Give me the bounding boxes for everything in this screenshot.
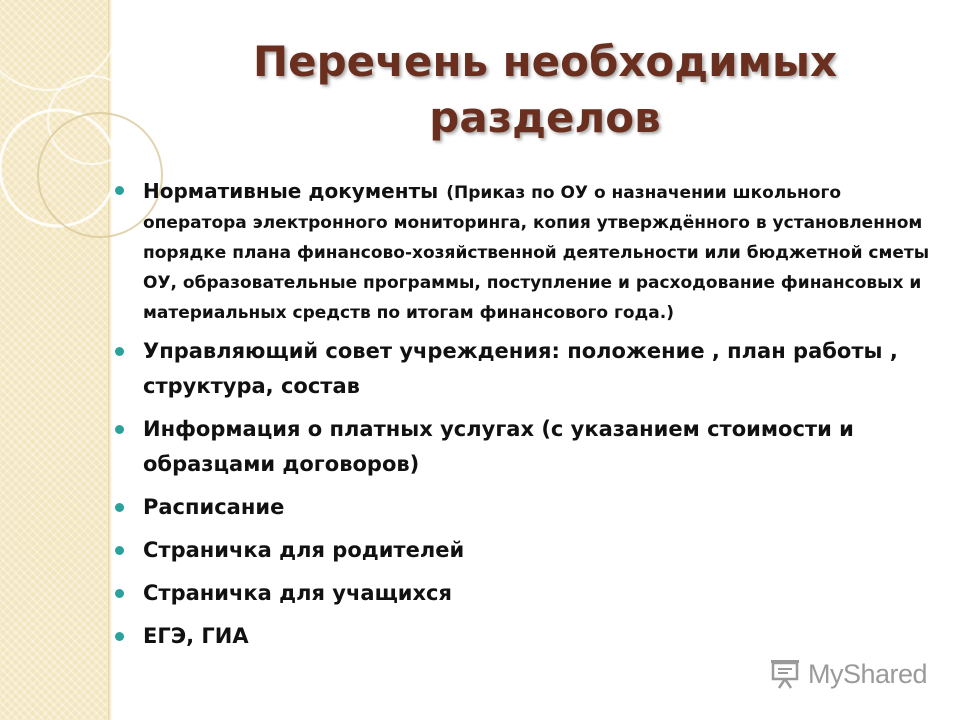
bullet-icon bbox=[115, 546, 124, 555]
bullet-icon bbox=[115, 503, 124, 512]
bullet-icon bbox=[115, 347, 124, 356]
title-line-1: Перечень необходимых bbox=[252, 37, 838, 86]
item-text: Страничка для учащихся bbox=[143, 581, 452, 605]
list-item-exams bbox=[115, 619, 930, 654]
bullet-icon bbox=[115, 186, 124, 195]
title-line-2: разделов bbox=[429, 93, 661, 142]
item-text: Управляющий совет учреждения: положение , план работы , структура, состав bbox=[143, 339, 898, 398]
list-item-students-page bbox=[115, 576, 930, 611]
bullet-icon bbox=[115, 425, 124, 434]
item-lead: Нормативные документы bbox=[143, 179, 439, 203]
item-detail: (Приказ по ОУ о назначении школьного оператора электронного мониторинга, копия утверждённого в установленном порядке плана финансово-хозяйственной деятельности или бюджетной сметы ОУ, образовательные программы, поступление и расходование финансовых и материальных средств по итогам финансового года.) bbox=[143, 183, 930, 323]
list-item-governing-council bbox=[115, 334, 930, 404]
section-list bbox=[115, 176, 930, 662]
bullet-icon bbox=[115, 632, 124, 641]
bullet-icon bbox=[115, 589, 124, 598]
item-text: ЕГЭ, ГИА bbox=[143, 624, 249, 648]
item-text: Страничка для родителей bbox=[143, 538, 465, 562]
item-text: Информация о платных услугах (с указанием стоимости и образцами договоров) bbox=[143, 417, 854, 476]
watermark-text: MyShared bbox=[808, 658, 928, 689]
list-item-schedule bbox=[115, 490, 930, 525]
list-item-normative-documents bbox=[115, 176, 930, 328]
slide-title bbox=[150, 34, 940, 146]
projector-screen-icon bbox=[768, 657, 802, 691]
list-item-parents-page bbox=[115, 533, 930, 568]
list-item-paid-services bbox=[115, 412, 930, 482]
item-text: Расписание bbox=[143, 495, 285, 519]
myshared-watermark bbox=[768, 656, 927, 692]
